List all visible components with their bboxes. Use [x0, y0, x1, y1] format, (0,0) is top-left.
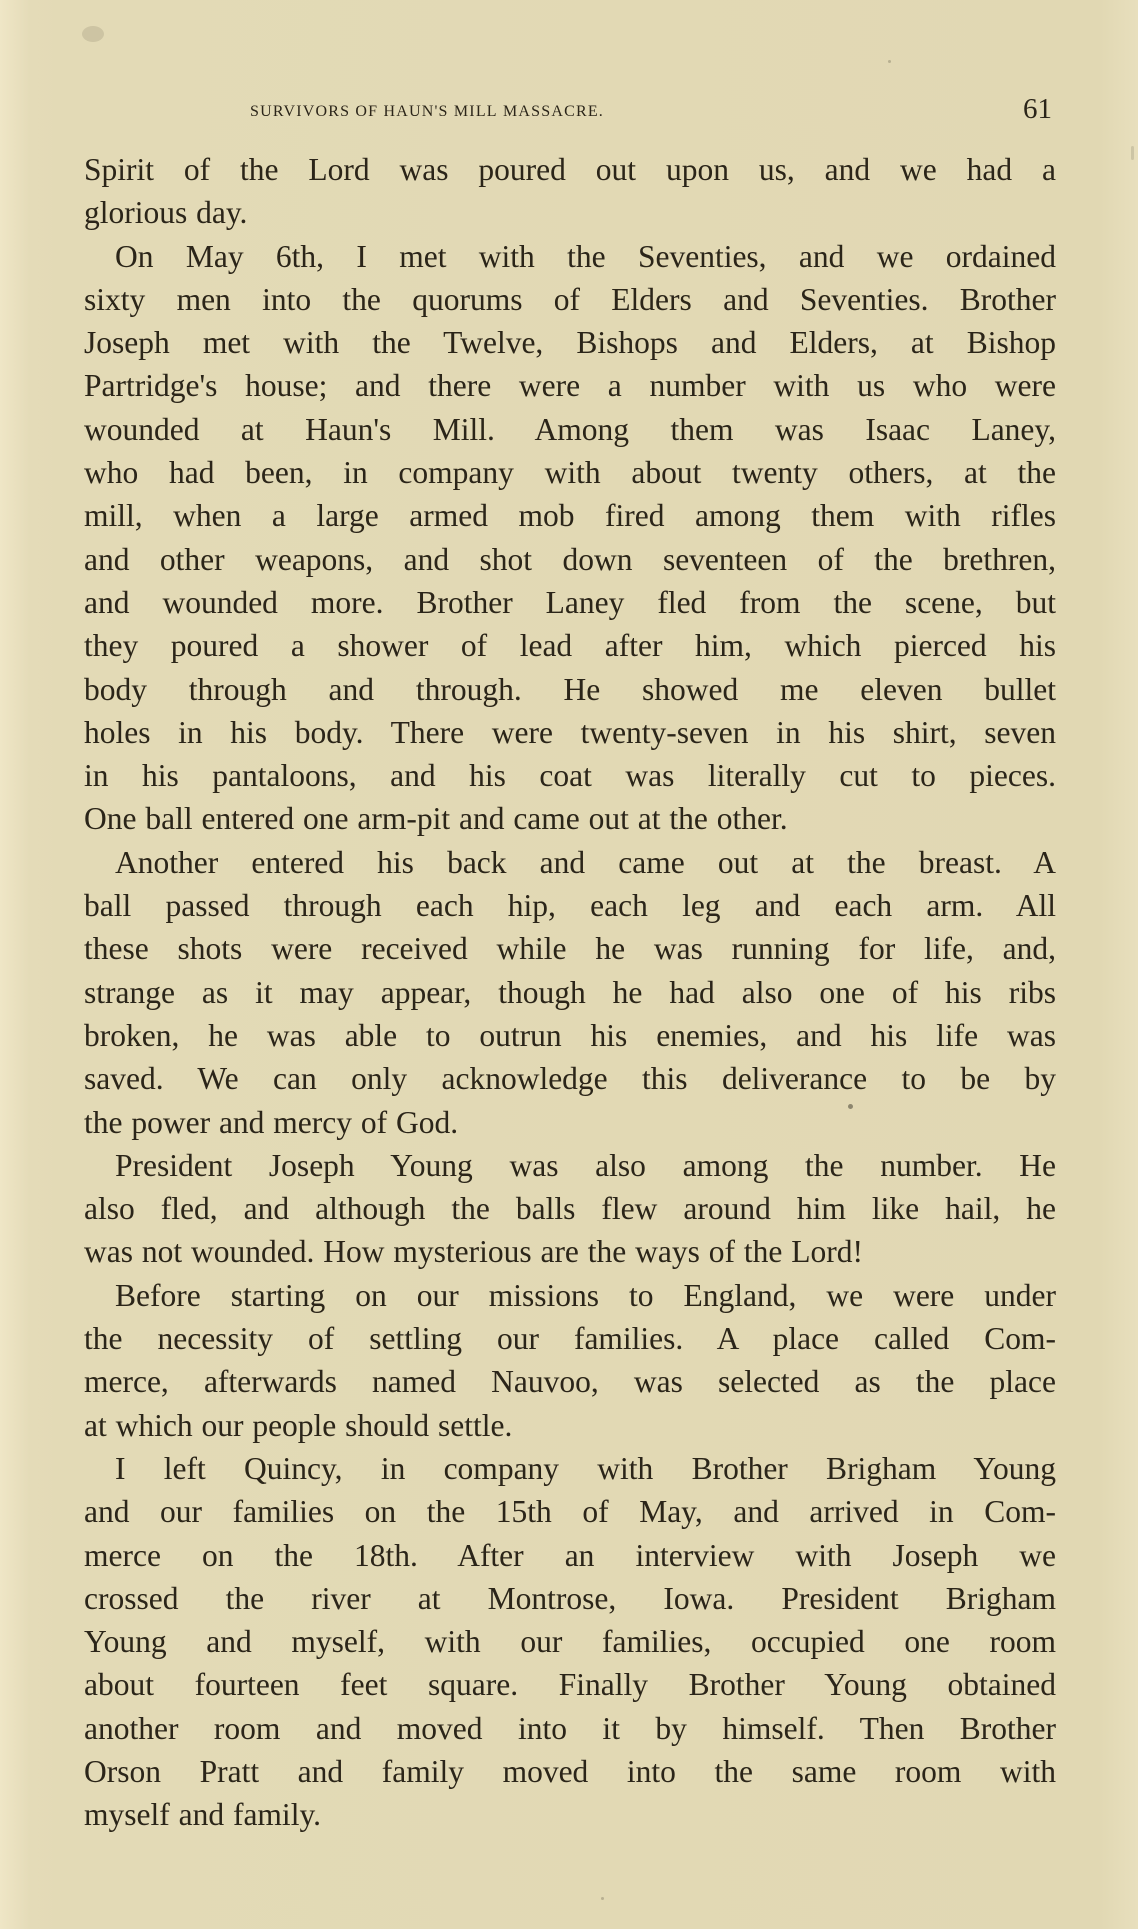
- text-line: merce, afterwards named Nauvoo, was selected as the place: [84, 1364, 1056, 1400]
- text-line: Another entered his back and came out at the breast. A: [115, 844, 1056, 880]
- text-line: another room and moved into it by himself. Then Brother: [84, 1710, 1056, 1746]
- text-line: body through and through. He showed me eleven bullet: [84, 671, 1056, 707]
- text-line: at which our people should settle.: [84, 1407, 513, 1443]
- text-line: glorious day.: [84, 195, 248, 231]
- text-line: they poured a shower of lead after him, which pierced his: [84, 628, 1056, 664]
- page-speck: [1131, 146, 1134, 160]
- text-line: was not wounded. How mysterious are the ways of the Lord!: [84, 1234, 863, 1270]
- text-line: merce on the 18th. After an interview with Joseph we: [84, 1537, 1056, 1573]
- text-line: the power and mercy of God.: [84, 1104, 459, 1140]
- text-line: Joseph met with the Twelve, Bishops and Elders, at Bishop: [84, 325, 1056, 361]
- text-line: Partridge's house; and there were a number with us who were: [84, 368, 1056, 404]
- text-line: Young and myself, with our families, occupied one room: [84, 1624, 1056, 1660]
- paragraph: [84, 1447, 1056, 1837]
- body-text: [84, 148, 1056, 1837]
- text-line: Before starting on our missions to England, we were under: [115, 1277, 1056, 1313]
- paragraph: [84, 1274, 1056, 1447]
- paragraph: [84, 235, 1056, 841]
- text-line: strange as it may appear, though he had also one of his ribs: [84, 974, 1056, 1010]
- text-line: sixty men into the quorums of Elders and Seventies. Brother: [84, 281, 1056, 317]
- text-line: saved. We can only acknowledge this deliverance to be by: [84, 1061, 1056, 1097]
- text-line: crossed the river at Montrose, Iowa. President Brigham: [84, 1580, 1056, 1616]
- text-line: myself and family.: [84, 1797, 322, 1833]
- page-speck: [601, 1897, 604, 1900]
- text-line: One ball entered one arm-pit and came out at the other.: [84, 801, 788, 837]
- paragraph: [84, 1144, 1056, 1274]
- paragraph: [84, 841, 1056, 1144]
- text-line: Orson Pratt and family moved into the same room with: [84, 1753, 1056, 1789]
- text-line: and other weapons, and shot down seventeen of the brethren,: [84, 541, 1056, 577]
- text-line: about fourteen feet square. Finally Brother Young obtained: [84, 1667, 1056, 1703]
- text-line: in his pantaloons, and his coat was literally cut to pieces.: [84, 758, 1056, 794]
- text-line: who had been, in company with about twenty others, at the: [84, 455, 1056, 491]
- text-line: I left Quincy, in company with Brother Brigham Young: [115, 1450, 1056, 1486]
- text-line: and wounded more. Brother Laney fled from the scene, but: [84, 584, 1056, 620]
- text-line: wounded at Haun's Mill. Among them was Isaac Laney,: [84, 411, 1056, 447]
- running-title: survivors of haun's mill massacre.: [250, 96, 605, 121]
- page-number: 61: [1023, 93, 1052, 125]
- text-line: and our families on the 15th of May, and arrived in Com-: [84, 1494, 1056, 1530]
- paragraph: [84, 148, 1056, 235]
- text-line: broken, he was able to outrun his enemies, and his life was: [84, 1017, 1056, 1053]
- page-speck: [888, 60, 891, 63]
- text-line: President Joseph Young was also among the number. He: [115, 1147, 1056, 1183]
- text-line: On May 6th, I met with the Seventies, and we ordained: [115, 238, 1056, 274]
- text-line: these shots were received while he was running for life, and,: [84, 931, 1056, 967]
- running-head: [250, 93, 1060, 136]
- text-line: holes in his body. There were twenty-seven in his shirt, seven: [84, 714, 1056, 750]
- text-line: Spirit of the Lord was poured out upon us, and we had a: [84, 152, 1056, 187]
- text-line: the necessity of settling our families. A place called Com-: [84, 1321, 1056, 1357]
- text-line: ball passed through each hip, each leg and each arm. All: [84, 888, 1056, 924]
- text-line: mill, when a large armed mob fired among them with rifles: [84, 498, 1056, 534]
- text-line: also fled, and although the balls flew around him like hail, he: [84, 1191, 1056, 1227]
- page-blemish: [82, 26, 104, 42]
